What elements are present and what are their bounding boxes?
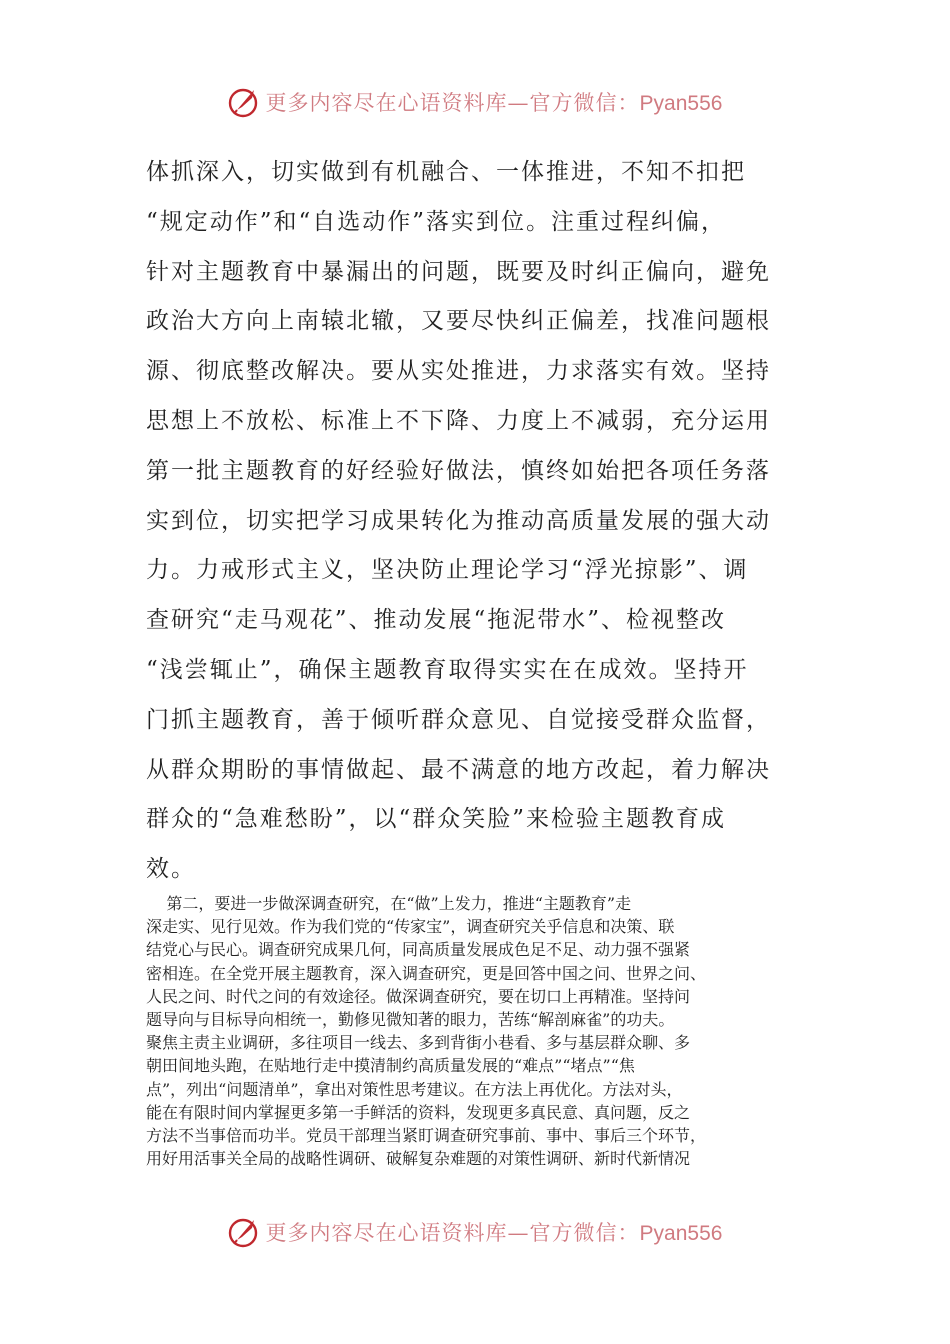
wechat-id: Pyan556	[639, 92, 723, 115]
wechat-id: Pyan556	[639, 1222, 723, 1245]
text-line: 针对主题教育中暴漏出的问题，既要及时纠正偏向，避免	[146, 258, 771, 285]
text-line: 源、彻底整改解决。要从实处推进，力求落实有效。坚持	[146, 358, 771, 385]
paragraph-1	[146, 148, 796, 895]
text-line: 政治大方向上南辕北辙，又要尽快纠正偏差，找准问题根	[146, 308, 771, 335]
text-line: 深走实、见行见效。作为我们党的“传家宝”，调查研究关乎信息和决策、联	[146, 917, 675, 937]
text-line: 用好用活事关全局的战略性调研、破解复杂难题的对策性调研、新时代新情况	[146, 1149, 691, 1169]
text-line: 思想上不放松、标准上不下降、力度上不减弱，充分运用	[146, 407, 771, 434]
header-watermark	[0, 82, 950, 122]
text-line: 能在有限时间内掌握更多第一手鲜活的资料，发现更多真民意、真问题，反之	[146, 1102, 691, 1122]
text-line: 结党心与民心。调查研究成果几何，同高质量发展成色足不足、动力强不强紧	[146, 940, 691, 960]
watermark-text	[266, 1217, 723, 1247]
text-line: 聚焦主责主业调研，多往项目一线去、多到背街小巷看、多与基层群众聊、多	[146, 1033, 691, 1053]
text-line: “浅尝辄止”，确保主题教育取得实实在在成效。坚持开	[146, 656, 749, 683]
text-line: 密相连。在全党开展主题教育，深入调查研究，更是回答中国之问、世界之问、	[146, 963, 707, 983]
text-line: “规定动作”和“自选动作”落实到位。注重过程纠偏，	[146, 208, 727, 235]
text-line: 第一批主题教育的好经验好做法，慎终如始把各项任务落	[146, 457, 771, 484]
quill-logo-icon	[228, 85, 262, 119]
footer-watermark	[0, 1212, 950, 1252]
text-line: 效。	[146, 856, 196, 883]
text-line: 从群众期盼的事情做起、最不满意的地方改起，着力解决	[146, 756, 771, 783]
text-line: 群众的“急难愁盼”，以“群众笑脸”来检验主题教育成	[146, 806, 727, 833]
text-line: 门抓主题教育，善于倾听群众意见、自觉接受群众监督，	[146, 706, 771, 733]
text-line: 朝田间地头跑，在贴地行走中摸清制约高质量发展的“难点”“堵点”“焦	[146, 1056, 635, 1076]
quill-logo-icon	[228, 1215, 262, 1249]
watermark-label: 更多内容尽在心语资料库—官方微信：	[265, 1221, 640, 1245]
text-line: 点”，列出“问题清单”，拿出对策性思考建议。在方法上再优化。方法对头，	[146, 1079, 683, 1099]
text-line: 人民之问、时代之问的有效途径。做深调查研究，要在切口上再精准。坚持问	[146, 986, 691, 1006]
paragraph-2	[146, 892, 811, 1170]
text-line: 题导向与目标导向相统一，勤修见微知著的眼力，苦练“解剖麻雀”的功夫。	[146, 1009, 675, 1029]
watermark-text	[266, 87, 723, 117]
text-line: 实到位，切实把学习成果转化为推动高质量发展的强大动	[146, 507, 771, 534]
text-line: 查研究“走马观花”、推动发展“拖泥带水”、检视整改	[146, 607, 727, 634]
text-line: 力。力戒形式主义，坚决防止理论学习“浮光掠影”、调	[146, 557, 749, 584]
text-line: 体抓深入，切实做到有机融合、一体推进，不知不扣把	[146, 159, 746, 185]
text-line: 方法不当事倍而功半。党员干部理当紧盯调查研究事前、事中、事后三个环节，	[146, 1125, 707, 1145]
text-line: 第二，要进一步做深调查研究，在“做”上发力，推进“主题教育”走	[146, 894, 632, 913]
watermark-label: 更多内容尽在心语资料库—官方微信：	[265, 91, 640, 115]
